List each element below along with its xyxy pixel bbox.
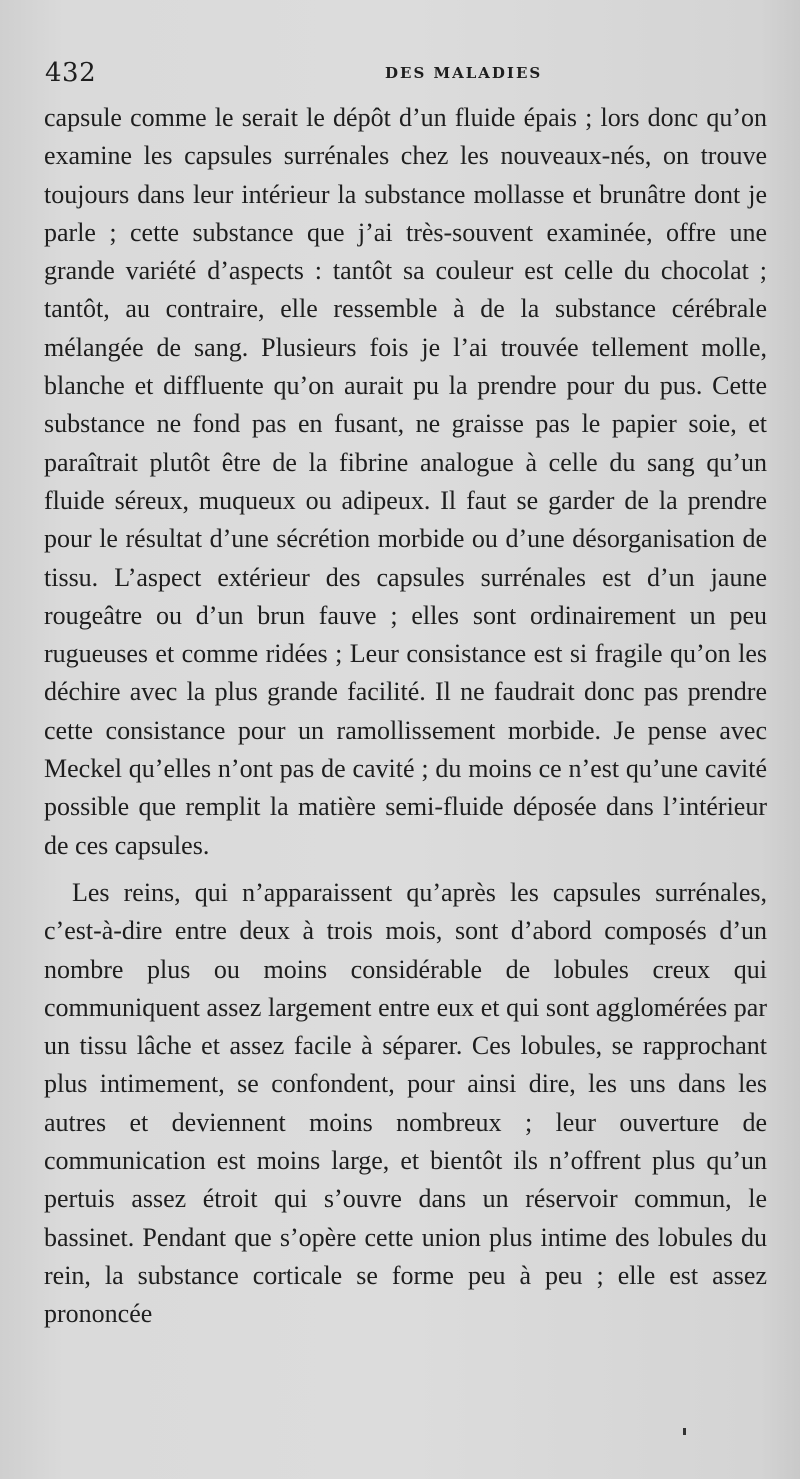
running-head: DES MALADIES [385, 64, 543, 82]
paragraph: capsule comme le serait le dépôt d’un fluide épais ; lors donc qu’on examine les capsules surrénales chez les nouveaux-nés, on trouve toujours dans leur intérieur la substance mollasse et brunâtre dont je parle ; cette substance que j’ai très-souvent examinée, offre une grande variété d’aspects : tantôt sa couleur est celle du chocolat ; tantôt, au contraire, elle ressemble à de la substance cérébrale mélangée de sang. Plusieurs fois je l’ai trouvée tellement molle, blanche et diffluente qu’on aurait pu la prendre pour du pus. Cette substance ne fond pas en fusant, ne graisse pas le papier soie, et paraîtrait plutôt être de la fibrine analogue à celle du sang qu’un fluide séreux, muqueux ou adipeux. Il faut se garder de la prendre pour le résultat d’une sécrétion morbide ou d’une désorganisation de tissu. L’aspect extérieur des capsules surrénales est d’un jaune rougeâtre ou d’un brun fauve ; elles sont ordinairement un peu rugueuses et comme ridées ; Leur consistance est si fragile qu’on les déchire avec la plus grande facilité. Il ne faudrait donc pas prendre cette consistance pour un ramollissement morbide. Je pense avec Meckel qu’elles n’ont pas de cavité ; du moins ce n’est qu’une cavité possible que remplit la matière semi-fluide déposée dans l’intérieur de ces capsules. [44, 103, 767, 860]
body-text [44, 99, 767, 1334]
ink-speck [683, 1428, 686, 1435]
paragraph: Les reins, qui n’apparaissent qu’après les capsules surrénales, c’est-à-dire entre deux à trois mois, sont d’abord composés d’un nombre plus ou moins considérable de lobules creux qui communiquent assez largement entre eux et qui sont agglomérées par un tissu lâche et assez facile à séparer. Ces lobules, se rapprochant plus intimement, se confondent, pour ainsi dire, les uns dans les autres et deviennent moins nombreux ; leur ouverture de communication est moins large, et bientôt ils n’offrent plus qu’un pertuis assez étroit qui s’ouvre dans un réservoir commun, le bassinet. Pendant que s’opère cette union plus intime des lobules du rein, la substance corticale se forme peu à peu ; elle est assez prononcée [44, 877, 767, 1329]
page-header [45, 58, 760, 94]
page-number: 432 [45, 58, 97, 88]
